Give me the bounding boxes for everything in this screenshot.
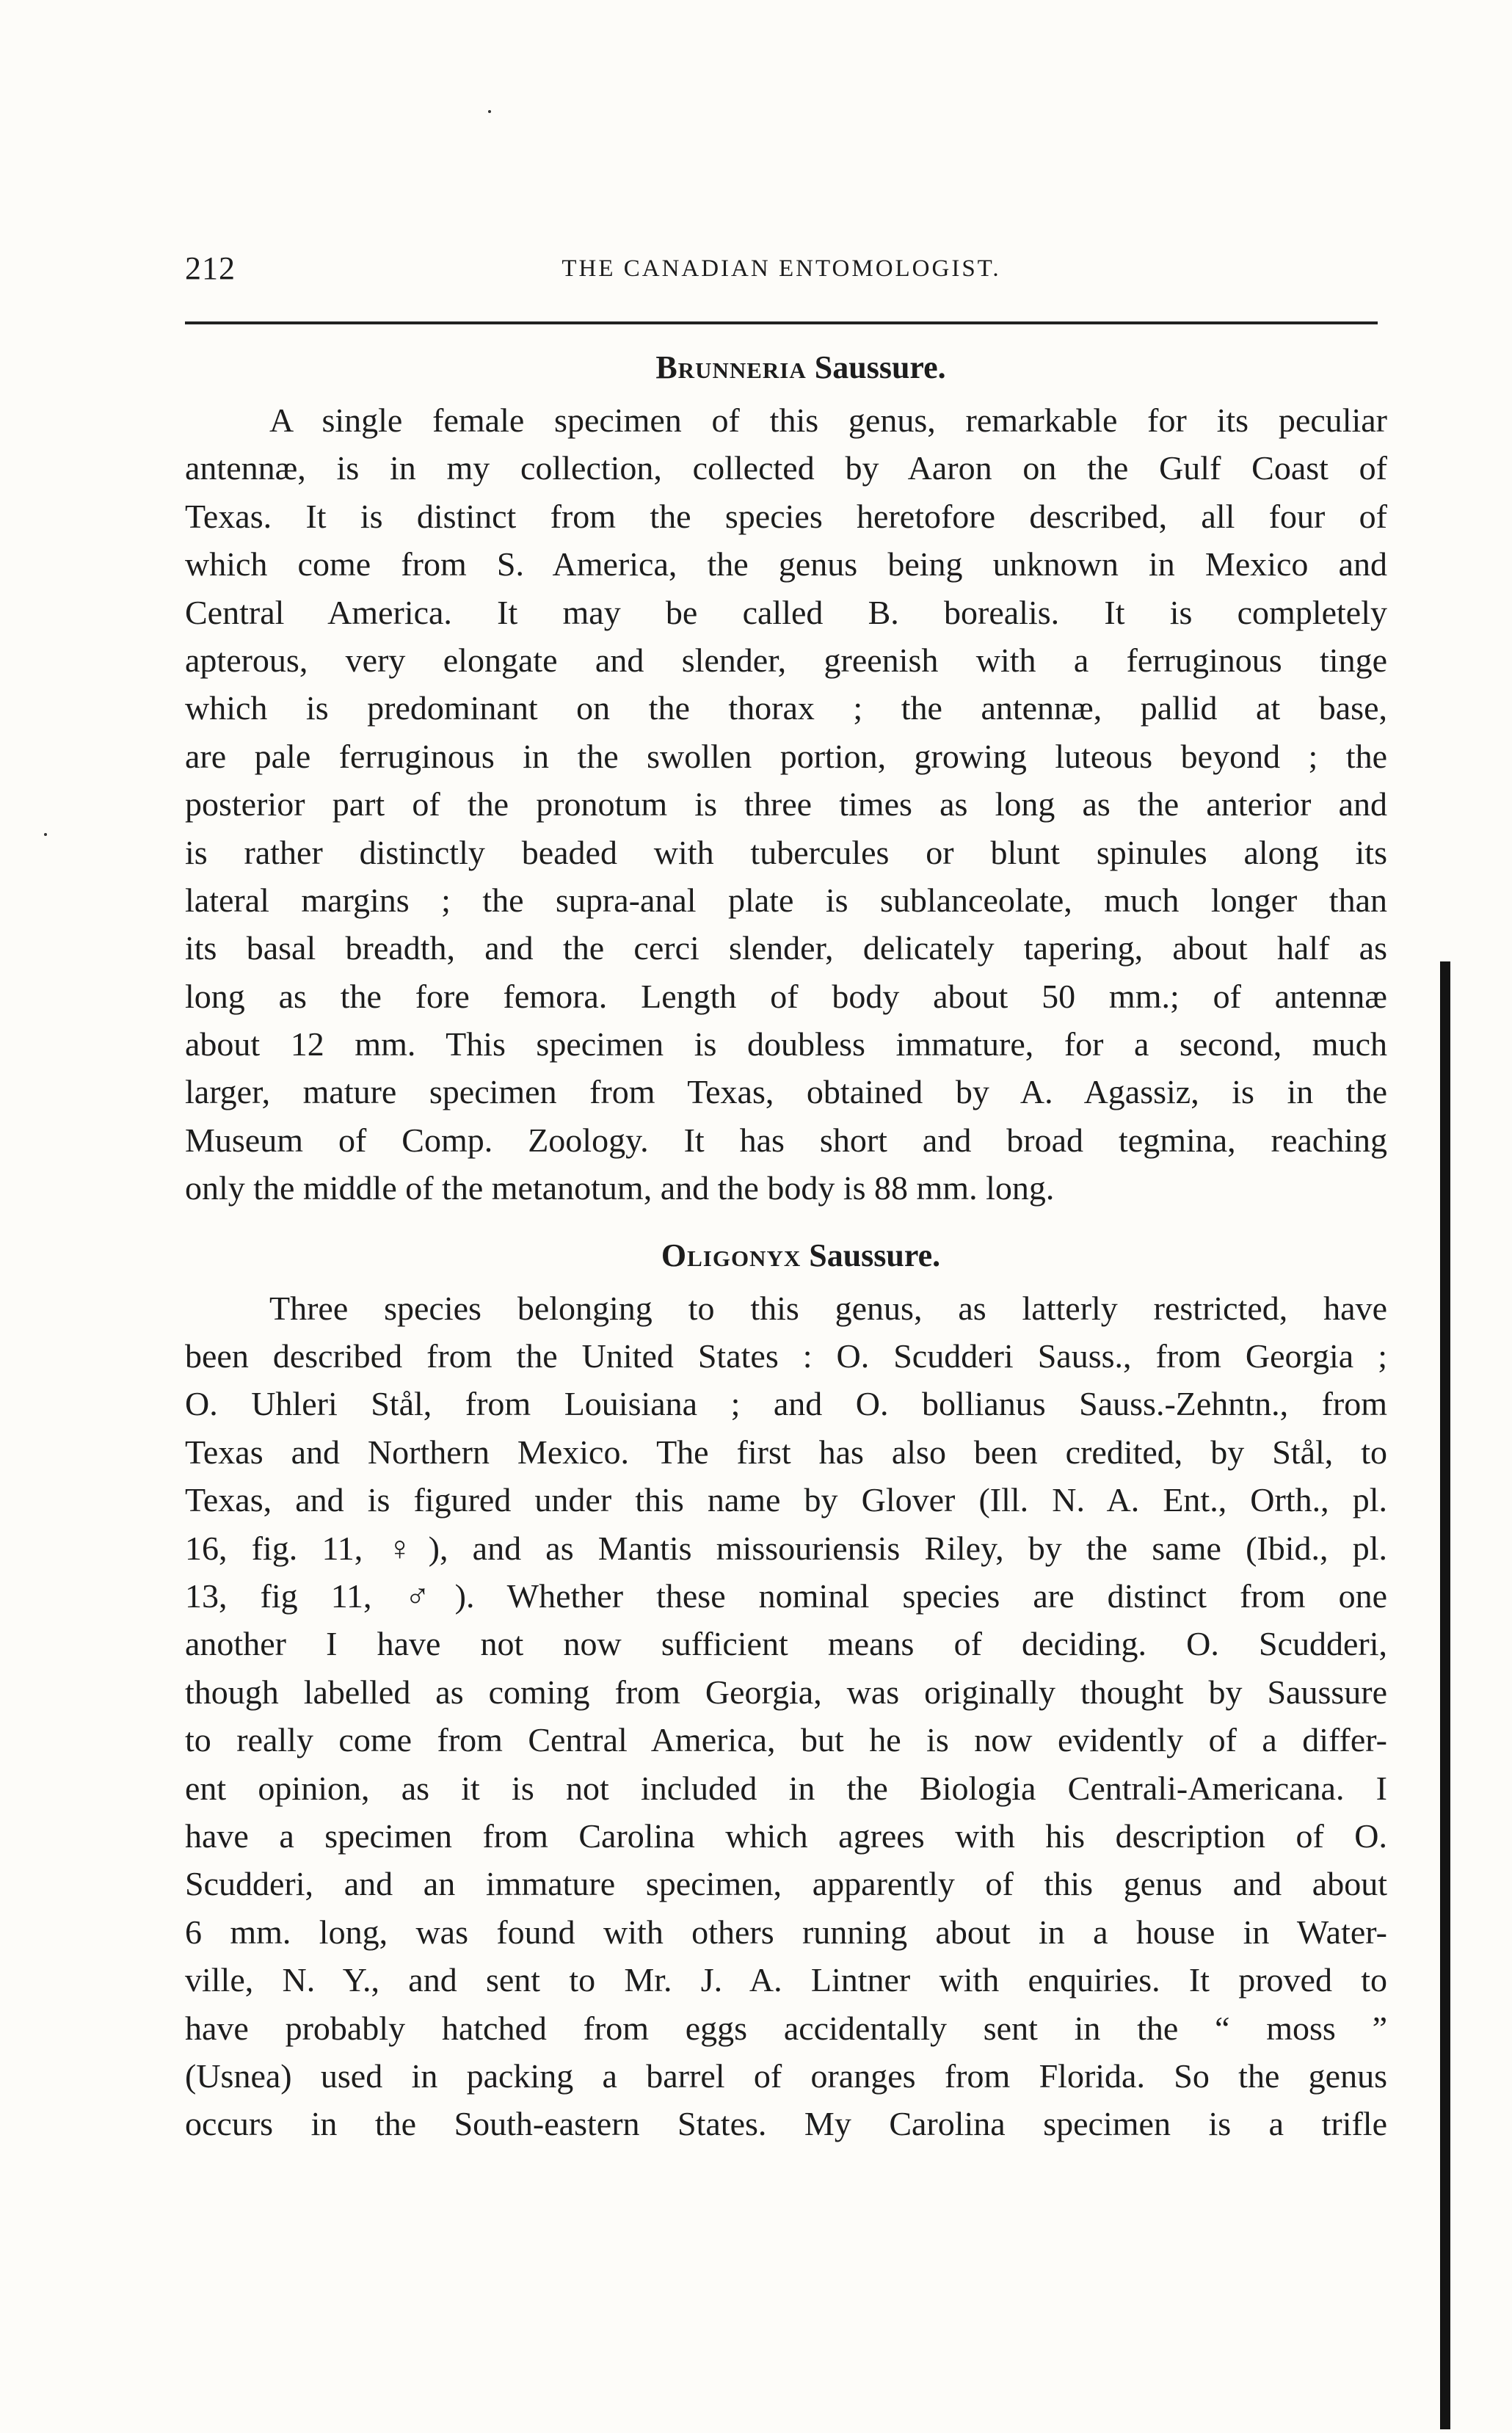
text-line: occurs in the South-eastern States. My Carolina specimen is a trifle xyxy=(185,2105,1387,2143)
text-line: to really come from Central America, but he is now evidently of a differ- xyxy=(185,1721,1387,1759)
text-line: apterous, very elongate and slender, greenish with a ferruginous tinge xyxy=(185,641,1387,679)
text-line: which come from S. America, the genus being unknown in Mexico and xyxy=(185,545,1387,583)
text-line: 6 mm. long, was found with others running about in a house in Water- xyxy=(185,1913,1387,1951)
text-line: Three species belonging to this genus, as latterly restricted, have xyxy=(269,1289,1387,1327)
section-heading-brunneria xyxy=(185,339,1387,396)
text-line: Texas and Northern Mexico. The first has also been credited, by Stål, to xyxy=(185,1433,1387,1471)
genus-author: Saussure. xyxy=(809,1237,941,1273)
text-line: 13, fig 11, ♂). Whether these nominal species are distinct from one xyxy=(185,1576,1387,1615)
text-line: long as the fore femora. Length of body about 50 mm.; of antennæ xyxy=(185,977,1387,1015)
page-number: 212 xyxy=(185,250,236,286)
text-line: which is predominant on the thorax ; the antennæ, pallid at base, xyxy=(185,689,1387,727)
paragraph-brunneria xyxy=(185,396,1387,1212)
header-rule xyxy=(185,321,1378,324)
genus-name: Brunneria xyxy=(655,349,807,385)
body-text xyxy=(185,339,1387,2148)
scan-speck xyxy=(44,833,47,836)
text-line: O. Uhleri Stål, from Louisiana ; and O. bollianus Sauss.-Zehntn., from xyxy=(185,1385,1387,1423)
scan-edge-bar xyxy=(1440,961,1450,2429)
text-line: larger, mature specimen from Texas, obtained by A. Agassiz, is in the xyxy=(185,1073,1387,1111)
text-line: only the middle of the metanotum, and the body is 88 mm. long. xyxy=(185,1169,1055,1207)
genus-name: Oligonyx xyxy=(661,1237,802,1273)
text-line: A single female specimen of this genus, remarkable for its peculiar xyxy=(269,401,1387,439)
section-heading-oligonyx xyxy=(185,1227,1387,1284)
text-line: Museum of Comp. Zoology. It has short and broad tegmina, reaching xyxy=(185,1121,1387,1159)
text-line: Texas, and is figured under this name by Glover (Ill. N. A. Ent., Orth., pl. xyxy=(185,1481,1387,1519)
text-line: Scudderi, and an immature specimen, apparently of this genus and about xyxy=(185,1865,1387,1903)
text-line: have probably hatched from eggs accidentally sent in the “ moss ” xyxy=(185,2009,1387,2047)
text-line: ville, N. Y., and sent to Mr. J. A. Lintner with enquiries. It proved to xyxy=(185,1961,1387,1999)
text-line: its basal breadth, and the cerci slender, delicately tapering, about half as xyxy=(185,929,1387,967)
text-line: is rather distinctly beaded with tubercules or blunt spinules along its xyxy=(185,833,1387,871)
text-line: (Usnea) used in packing a barrel of oranges from Florida. So the genus xyxy=(185,2056,1387,2095)
text-line: been described from the United States : O. Scudderi Sauss., from Georgia ; xyxy=(185,1337,1387,1375)
text-line: 16, fig. 11, ♀), and as Mantis missouriensis Riley, by the same (Ibid., pl. xyxy=(185,1529,1387,1567)
genus-author: Saussure. xyxy=(814,349,946,385)
paragraph-oligonyx xyxy=(185,1284,1387,2148)
text-line: though labelled as coming from Georgia, was originally thought by Saussure xyxy=(185,1673,1387,1711)
text-line: are pale ferruginous in the swollen portion, growing luteous beyond ; the xyxy=(185,737,1387,775)
text-line: antennæ, is in my collection, collected by Aaron on the Gulf Coast of xyxy=(185,449,1387,487)
text-line: ent opinion, as it is not included in the Biologia Centrali-Americana. I xyxy=(185,1769,1387,1807)
page-header xyxy=(185,250,1378,294)
text-line: Texas. It is distinct from the species heretofore described, all four of xyxy=(185,497,1387,535)
running-title: THE CANADIAN ENTOMOLOGIST. xyxy=(561,255,1001,282)
text-line: another I have not now sufficient means of deciding. O. Scudderi, xyxy=(185,1625,1387,1663)
text-line: lateral margins ; the supra-anal plate is sublanceolate, much longer than xyxy=(185,881,1387,919)
text-line: about 12 mm. This specimen is doubless immature, for a second, much xyxy=(185,1025,1387,1063)
text-line: posterior part of the pronotum is three times as long as the anterior and xyxy=(185,785,1387,823)
scan-speck xyxy=(488,110,491,113)
text-line: have a specimen from Carolina which agrees with his description of O. xyxy=(185,1816,1387,1855)
text-line: Central America. It may be called B. borealis. It is completely xyxy=(185,593,1387,631)
